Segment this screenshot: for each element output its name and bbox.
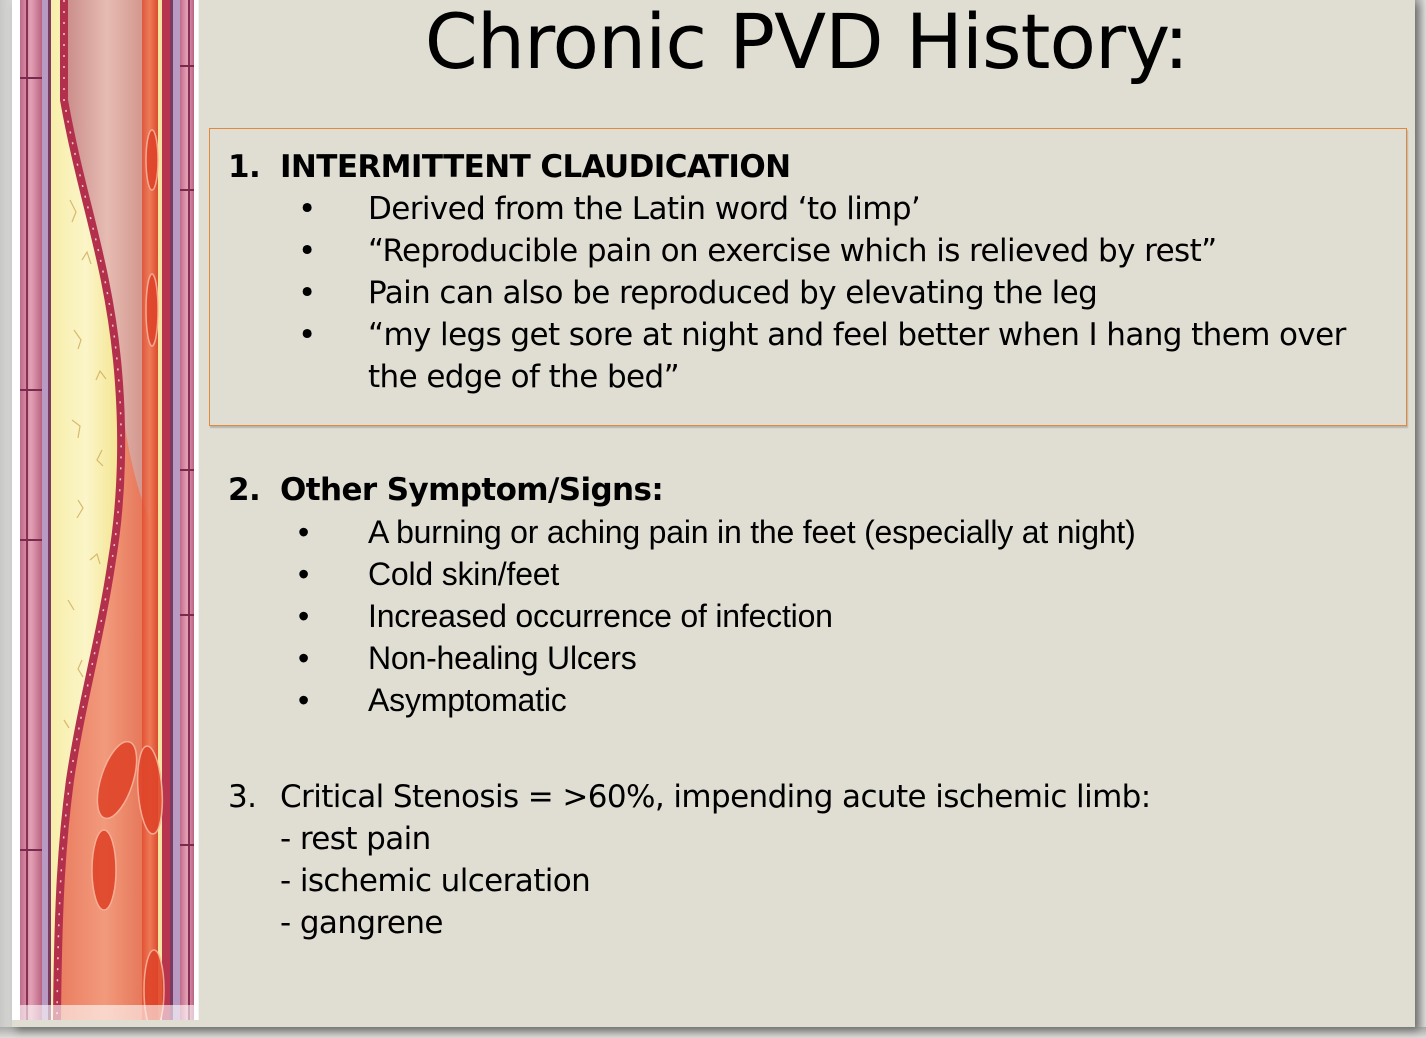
section-2-title: Other Symptom/Signs: (280, 472, 664, 508)
bullet-icon: • (298, 317, 316, 353)
list-item: • Cold skin/feet (228, 553, 1136, 595)
section-3-title: Critical Stenosis = >60%, impending acute ischemic limb: (280, 779, 1151, 815)
window-backdrop-left (0, 0, 12, 1038)
section-1-title: INTERMITTENT CLAUDICATION (280, 149, 791, 185)
section-3-dash-list (228, 818, 1151, 944)
slide-title: Chronic PVD History: (424, 0, 1189, 86)
list-item: • A burning or aching pain in the feet (especially at night) (228, 511, 1136, 553)
bullet-icon: • (298, 275, 316, 311)
section-2-number: 2. (228, 472, 261, 508)
list-item: • Pain can also be reproduced by elevating the leg (228, 272, 1346, 314)
section-2-bullet-list (228, 511, 1136, 721)
section-3-heading (228, 776, 1151, 818)
section-1 (228, 146, 1346, 398)
bullet-icon: • (298, 640, 310, 676)
section-3-number: 3. (228, 779, 257, 815)
list-item-continuation: the edge of the bed” (368, 359, 680, 395)
artery-plaque-illustration-icon (12, 0, 199, 1020)
section-2 (228, 469, 1136, 721)
list-item: • Asymptomatic (228, 679, 1136, 721)
section-1-heading (228, 146, 1346, 188)
list-item: - ischemic ulceration (280, 863, 591, 899)
bullet-icon: • (298, 682, 310, 718)
list-item: • “my legs get sore at night and feel better when I hang them over (228, 314, 1346, 356)
bullet-icon: • (298, 556, 310, 592)
section-1-bullet-list (228, 188, 1346, 398)
list-item: • “Reproducible pain on exercise which is relieved by rest” (228, 230, 1346, 272)
window-backdrop-right (1415, 0, 1426, 1038)
list-item: - gangrene (280, 905, 443, 941)
window-backdrop-bottom (0, 1027, 1426, 1038)
section-1-number: 1. (228, 149, 261, 185)
bullet-icon: • (298, 191, 316, 227)
section-2-heading (228, 469, 1136, 511)
bullet-icon: • (298, 598, 310, 634)
bullet-icon: • (298, 233, 316, 269)
list-item: • Non-healing Ulcers (228, 637, 1136, 679)
bullet-icon: • (298, 514, 310, 550)
section-3 (228, 776, 1151, 944)
list-item: • Increased occurrence of infection (228, 595, 1136, 637)
slide (12, 0, 1415, 1027)
list-item: - rest pain (280, 821, 431, 857)
list-item: • Derived from the Latin word ‘to limp’ (228, 188, 1346, 230)
